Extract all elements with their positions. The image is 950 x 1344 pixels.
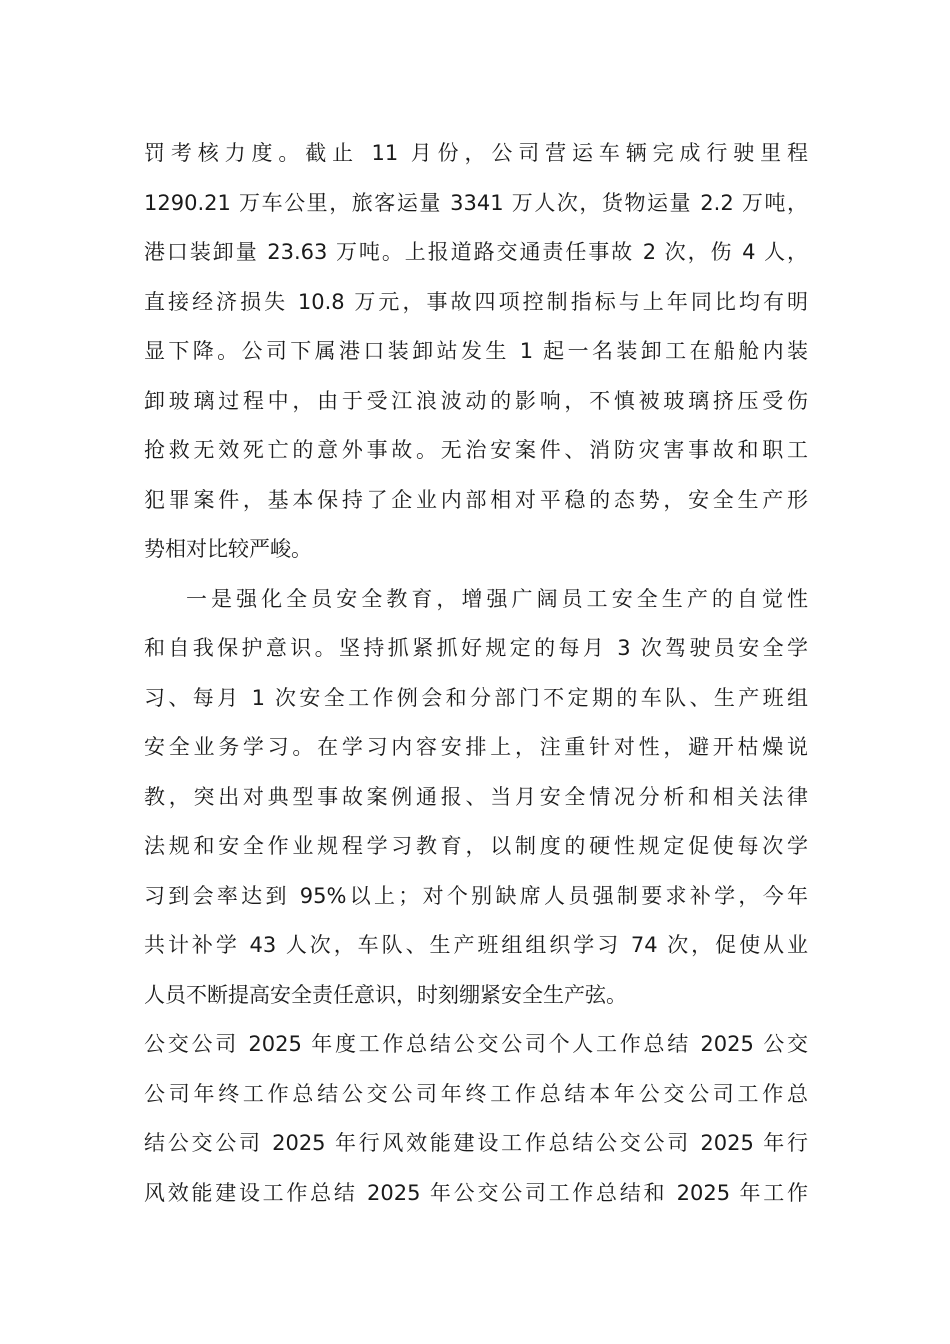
text-line: 公司年终工作总结公交公司年终工作总结本年公交公司工作总 [144,1081,808,1106]
text-line: 和自我保护意识。坚持抓紧抓好规定的每月 3 次驾驶员安全学 [144,636,808,660]
text-line: 安全业务学习。在学习内容安排上，注重针对性，避开枯燥说 [144,735,808,759]
text-line: 风效能建设工作总结 2025 年公交公司工作总结和 2025 年工作 [144,1180,808,1205]
text-line: 教，突出对典型事故案例通报、当月安全情况分析和相关法律 [144,784,808,809]
text-line: 罚考核力度。截止 11 月份，公司营运车辆完成行驶里程 [144,141,808,165]
text-line: 一是强化全员安全教育，增强广阔员工安全生产的自觉性 [186,586,808,611]
text-line: 习到会率达到 95%以上；对个别缺席人员强制要求补学，今年 [144,883,808,908]
text-line: 卸玻璃过程中，由于受江浪波动的影响，不慎被玻璃挤压受伤 [144,388,808,413]
document-body [144,129,808,1218]
text-line: 结公交公司 2025 年行风效能建设工作总结公交公司 2025 年行 [144,1131,808,1155]
text-line: 法规和安全作业规程学习教育，以制度的硬性规定促使每次学 [144,834,808,858]
paragraph-1 [144,129,808,575]
paragraph-3 [144,1020,808,1218]
text-line: 公交公司 2025 年度工作总结公交公司个人工作总结 2025 公交 [144,1032,808,1056]
text-line: 显下降。公司下属港口装卸站发生 1 起一名装卸工在船舱内装 [144,339,808,363]
text-line: 犯罪案件，基本保持了企业内部相对平稳的态势，安全生产形 [144,487,808,512]
text-line: 港口装卸量 23.63 万吨。上报道路交通责任事故 2 次，伤 4 人， [144,240,808,264]
text-line: 抢救无效死亡的意外事故。无治安案件、消防灾害事故和职工 [144,438,808,462]
text-line: 共计补学 43 人次，车队、生产班组组织学习 74 次，促使从业 [144,933,808,957]
text-line: 势相对比较严峻。 [144,537,312,561]
paragraph-2 [144,575,808,1021]
text-line: 1290.21 万车公里，旅客运量 3341 万人次，货物运量 2.2 万吨， [144,190,808,215]
text-line: 习、每月 1 次安全工作例会和分部门不定期的车队、生产班组 [144,685,808,710]
text-line: 人员不断提高安全责任意识，时刻绷紧安全生产弦。 [144,982,627,1007]
text-line: 直接经济损失 10.8 万元，事故四项控制指标与上年同比均有明 [144,289,808,314]
